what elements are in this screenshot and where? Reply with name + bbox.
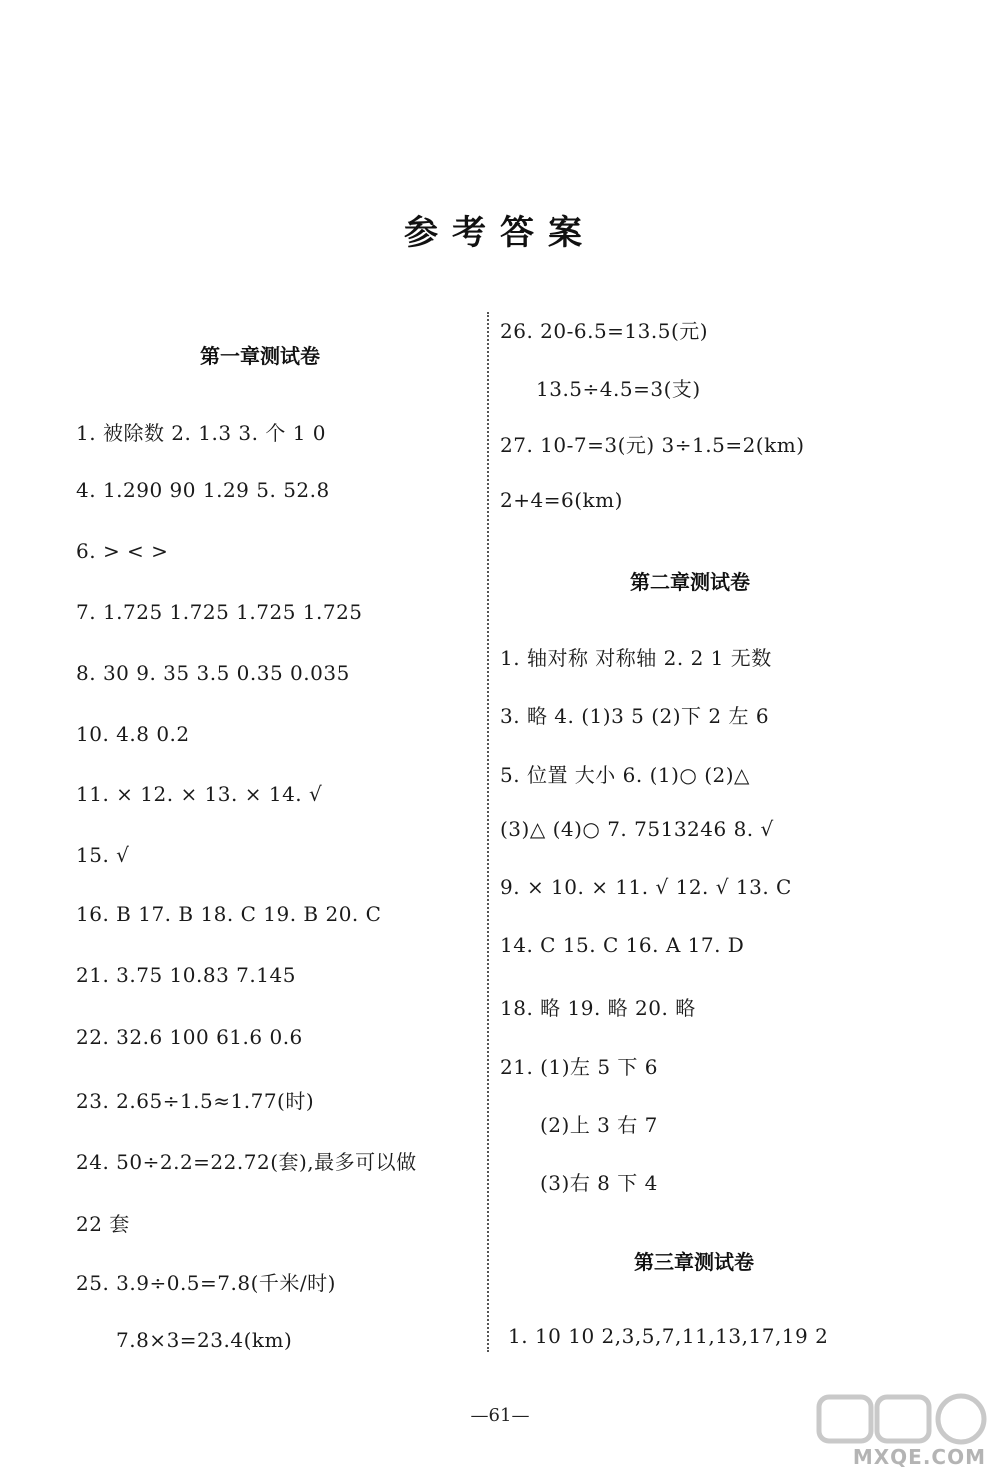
answer-line: 27. 10-7=3(元) 3÷1.5=2(km): [500, 433, 805, 457]
answer-line: 16. B 17. B 18. C 19. B 20. C: [76, 902, 382, 926]
answer-line: (2)上 3 右 7: [540, 1113, 658, 1137]
answer-line: 1. 10 10 2,3,5,7,11,13,17,19 2: [508, 1324, 829, 1348]
answer-line: 23. 2.65÷1.5≈1.77(时): [76, 1089, 315, 1113]
answer-line: (3)右 8 下 4: [540, 1171, 658, 1195]
answer-line: 13.5÷4.5=3(支): [536, 377, 701, 401]
answer-line: 11. × 12. × 13. × 14. √: [76, 782, 323, 806]
watermark-text: MXQE.COM: [852, 1445, 986, 1469]
answer-line: 6. > < >: [76, 539, 169, 563]
answer-line: 9. × 10. × 11. √ 12. √ 13. C: [500, 875, 792, 899]
page-number: —61—: [470, 1405, 530, 1426]
answer-line: 7.8×3=23.4(km): [116, 1328, 293, 1352]
answer-line: 15. √: [76, 843, 130, 867]
answer-line: 14. C 15. C 16. A 17. D: [500, 933, 745, 957]
chapter2-heading: 第二章测试卷: [630, 570, 750, 594]
answer-line: 22 套: [76, 1212, 130, 1236]
answer-line: 21. 3.75 10.83 7.145: [76, 963, 296, 987]
answer-line: 26. 20-6.5=13.5(元): [500, 319, 709, 343]
answer-line: 8. 30 9. 35 3.5 0.35 0.035: [76, 661, 350, 685]
answer-line: 2+4=6(km): [500, 488, 623, 512]
answer-line: 4. 1.290 90 1.29 5. 52.8: [76, 478, 330, 502]
page-title: 参考答案: [404, 213, 596, 253]
answer-line: 1. 被除数 2. 1.3 3. 个 1 0: [76, 421, 327, 445]
answer-line: 10. 4.8 0.2: [76, 722, 190, 746]
column-divider: [487, 312, 489, 1352]
chapter3-heading: 第三章测试卷: [634, 1250, 754, 1274]
answer-line: (3)△ (4)○ 7. 7513246 8. √: [500, 817, 774, 841]
answer-line: 5. 位置 大小 6. (1)○ (2)△: [500, 763, 750, 787]
answer-line: 24. 50÷2.2=22.72(套),最多可以做: [76, 1150, 417, 1174]
answer-line: 7. 1.725 1.725 1.725 1.725: [76, 600, 363, 624]
answer-line: 22. 32.6 100 61.6 0.6: [76, 1025, 303, 1049]
answer-line: 3. 略 4. (1)3 5 (2)下 2 左 6: [500, 704, 770, 728]
answer-line: 21. (1)左 5 下 6: [500, 1055, 659, 1079]
answer-line: 18. 略 19. 略 20. 略: [500, 996, 696, 1020]
answer-line: 25. 3.9÷0.5=7.8(千米/时): [76, 1271, 336, 1295]
answer-line: 1. 轴对称 对称轴 2. 2 1 无数: [500, 646, 772, 670]
chapter1-heading: 第一章测试卷: [200, 344, 320, 368]
